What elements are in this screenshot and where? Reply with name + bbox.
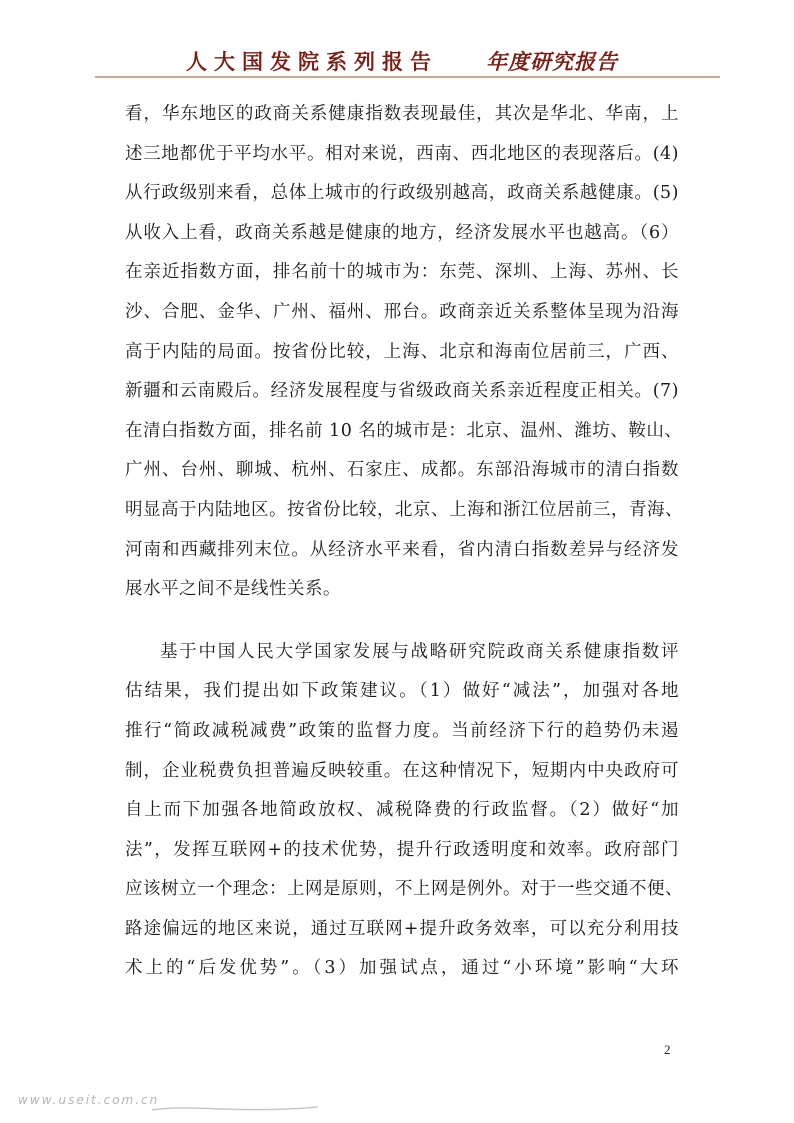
header-title: 人大国发院系列报告 <box>186 49 438 74</box>
text-line: 估结果，我们提出如下政策建议。（1）做好“减法”，加强对各地 <box>125 681 679 702</box>
text-line: 新疆和云南殿后。经济发展程度与省级政商关系亲近程度正相关。(7) <box>125 381 679 402</box>
text-line: 应该树立一个理念：上网是原则，不上网是例外。对于一些交通不便、 <box>125 879 683 900</box>
text-line: 看，华东地区的政商关系健康指数表现最佳，其次是华北、华南，上 <box>125 104 679 124</box>
body-text <box>125 95 683 989</box>
watermark-swash-icon <box>150 1102 320 1114</box>
text-line: 路途偏远的地区来说，通过互联网+提升政务效率，可以充分利用技 <box>125 918 679 939</box>
paragraph-findings <box>125 95 683 610</box>
watermark-text: www.useit.com.cn <box>18 1093 160 1107</box>
text-line: 在亲近指数方面，排名前十的城市为：东莞、深圳、上海、苏州、长 <box>125 262 679 283</box>
text-line: 广州、台州、聊城、杭州、石家庄、成都。东部沿海城市的清白指数 <box>125 460 679 481</box>
text-line: 展水平之间不是线性关系。 <box>125 579 341 600</box>
header-divider <box>95 76 720 78</box>
text-line: 述三地都优于平均水平。相对来说，西南、西北地区的表现落后。(4) <box>125 143 679 164</box>
text-line: 从行政级别来看，总体上城市的行政级别越高，政商关系越健康。(5) <box>125 183 679 204</box>
paragraph-recommendations <box>125 633 683 989</box>
text-line: 自上而下加强各地简政放权、减税降费的行政监督。（2）做好“加 <box>125 800 679 821</box>
text-line: 明显高于内陆地区。按省份比较，北京、上海和浙江位居前三，青海、 <box>125 499 683 520</box>
text-line: 推行“简政减税减费”政策的监督力度。当前经济下行的趋势仍未遏 <box>125 720 679 741</box>
text-line: 沙、合肥、金华、广州、福州、邢台。政商亲近关系整体呈现为沿海 <box>125 301 679 322</box>
page-number: 2 <box>664 1042 671 1057</box>
text-line: 术上的“后发优势”。（3）加强试点，通过“小环境”影响“大环 <box>125 958 679 979</box>
text-line: 河南和西藏排列末位。从经济水平来看，省内清白指数差异与经济发 <box>125 539 679 560</box>
paragraph-gap <box>125 610 679 633</box>
text-line: 高于内陆的局面。按省份比较，上海、北京和海南位居前三，广西、 <box>125 341 679 362</box>
text-line: 从收入上看，政商关系越是健康的地方，经济发展水平也越高。（6） <box>125 222 679 243</box>
text-line: 制，企业税费负担普遍反映较重。在这种情况下，短期内中央政府可 <box>125 760 679 781</box>
text-line: 在清白指数方面，排名前 10 名的城市是：北京、温州、潍坊、鞍山、 <box>125 420 683 441</box>
header-subtitle: 年度研究报告 <box>486 49 618 74</box>
text-line: 基于中国人民大学国家发展与战略研究院政商关系健康指数评 <box>160 641 679 662</box>
running-header <box>0 44 794 78</box>
text-line: 法”，发挥互联网+的技术优势，提升行政透明度和效率。政府部门 <box>125 839 679 860</box>
